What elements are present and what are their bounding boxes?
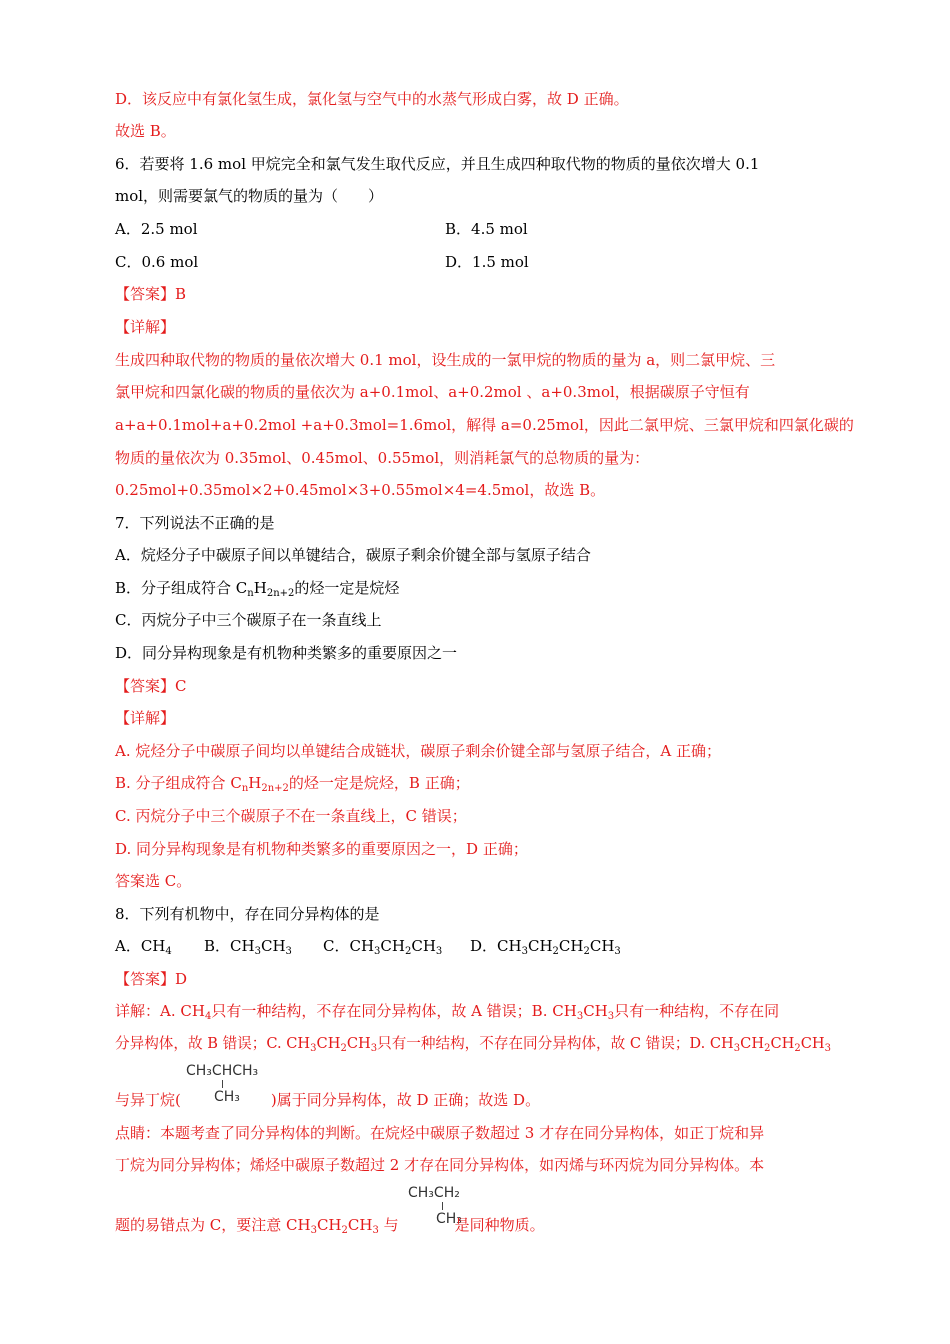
q7-option-a: A．烷烃分子中碳原子间以单键结合，碳原子剩余价键全部与氢原子结合 <box>115 546 591 564</box>
q7-option-c: C．丙烷分子中三个碳原子在一条直线上 <box>115 611 382 629</box>
q8-explanation-3: 与异丁烷( )属于同分异构体，故 D 正确；故选 D。 <box>115 1091 541 1109</box>
prev-option-d: D．该反应中有氯化氢生成，氯化氢与空气中的水蒸气形成白雾，故 D 正确。 <box>115 90 629 108</box>
q7-choose: 答案选 C。 <box>115 872 192 890</box>
q8-explanation-1: 详解：A. $CH_4$只有一种结构，不存在同分异构体，故 A 错误；B. $CH_3CH_3$只有一种结构，不存在同 <box>115 1002 780 1022</box>
q8-answer: 【答案】D <box>115 970 188 988</box>
q8-note-2: 丁烷为同分异构体；烯烃中碳原子数超过 2 才存在同分异构体，如丙烯与环丙烷为同分异构体。本 <box>115 1156 765 1174</box>
q6-detail-label: 【详解】 <box>115 318 176 336</box>
q6-option-c: C．0.6 mol <box>115 253 199 271</box>
q7-explanation-d: D. 同分异构现象是有机物种类繁多的重要原因之一，D 正确； <box>115 840 528 858</box>
q8-option-b: B．$CH_3CH_3$ <box>204 937 292 957</box>
q6-stem-line2: mol，则需要氯气的物质的量为（ ） <box>115 187 384 205</box>
q7-option-d: D．同分异构现象是有机物种类繁多的重要原因之一 <box>115 644 458 662</box>
isobutane-structure: CH₃CHCH₃ CH₃ <box>186 1063 259 1105</box>
q6-explanation-2: 氯甲烷和四氯化碳的物质的量依次为 a+0.1mol、a+0.2mol 、a+0.3mol，根据碳原子守恒有 <box>115 383 750 401</box>
q6-explanation-5: 0.25mol+0.35mol×2+0.45mol×3+0.55mol×4=4.5mol，故选 B。 <box>115 481 606 499</box>
q8-stem: 8．下列有机物中，存在同分异构体的是 <box>115 905 380 923</box>
q8-option-c: C．$CH_3CH_2CH_3$ <box>323 937 443 957</box>
q6-explanation-1: 生成四种取代物的物质的量依次增大 0.1 mol，设生成的一氯甲烷的物质的量为 a，则二氯甲烷、三 <box>115 351 776 369</box>
q6-explanation-3: a+a+0.1mol+a+0.2mol +a+0.3mol=1.6mol，解得 a=0.25mol，因此二氯甲烷、三氯甲烷和四氯化碳的 <box>115 416 854 434</box>
q6-explanation-4: 物质的量依次为 0.35mol、0.45mol、0.55mol，则消耗氯气的总物质的量为： <box>115 449 650 467</box>
q6-option-d: D．1.5 mol <box>445 253 529 271</box>
q7-stem: 7．下列说法不正确的是 <box>115 514 275 532</box>
q7-explanation-b: B. 分子组成符合 $C_nH_{2n+2}$的烃一定是烷烃，B 正确； <box>115 774 470 794</box>
q7-explanation-a: A. 烷烃分子中碳原子间均以单键结合成链状，碳原子剩余价键全部与氢原子结合，A 正确； <box>115 742 721 760</box>
q6-stem-line1: 6．若要将 1.6 mol 甲烷完全和氯气发生取代反应，并且生成四种取代物的物质的量依次增大 0.1 <box>115 155 760 173</box>
q6-answer: 【答案】B <box>115 285 187 303</box>
q8-note-3: 题的易错点为 C，要注意 $CH_3CH_2CH_3$ 与 是同种物质。 <box>115 1216 545 1236</box>
q7-option-b: B．分子组成符合 $C_nH_{2n+2}$的烃一定是烷烃 <box>115 579 400 599</box>
q8-explanation-2: 分异构体，故 B 错误；C. $CH_3CH_2CH_3$只有一种结构，不存在同分异构体，故 C 错误；D. $CH_3CH_2CH_2CH_3$ <box>115 1035 832 1054</box>
propane-structure: CH₃CH₂ CH₃ <box>408 1185 462 1227</box>
q7-explanation-c: C. 丙烷分子中三个碳原子不在一条直线上，C 错误； <box>115 807 467 825</box>
q6-option-a: A．2.5 mol <box>115 220 198 238</box>
q8-option-d: D．$CH_3CH_2CH_2CH_3$ <box>470 937 621 957</box>
prev-choose: 故选 B。 <box>115 122 176 140</box>
q8-option-a: A．$CH_4$ <box>115 937 172 957</box>
q6-option-b: B．4.5 mol <box>445 220 528 238</box>
q7-answer: 【答案】C <box>115 677 187 695</box>
q7-detail-label: 【详解】 <box>115 709 176 727</box>
q8-note-1: 点睛：本题考查了同分异构体的判断。在烷烃中碳原子数超过 3 才存在同分异构体，如正丁烷和异 <box>115 1124 765 1142</box>
